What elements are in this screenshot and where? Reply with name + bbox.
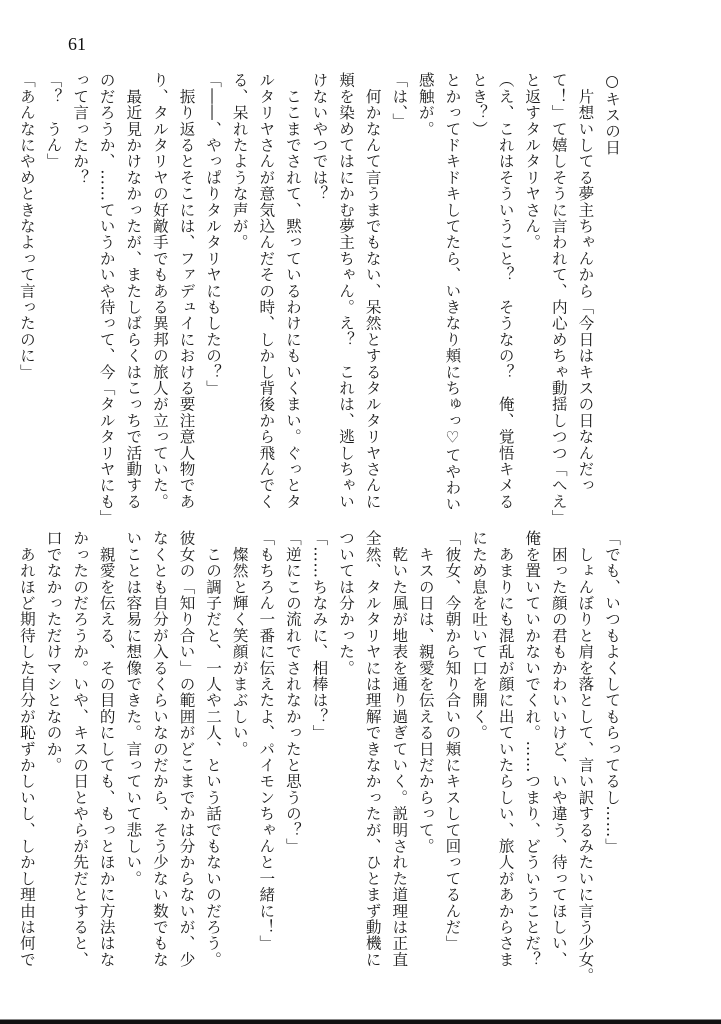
text-line: 口でなかっただけマシとなのか。 [44,530,63,773]
text-line: 振り返るとそこには、ファデュイにおける要注意人物であ [177,72,196,510]
text-line: かったのだろうか。いや、キスの日とやらが先だとすると、 [71,530,90,968]
text-line: ルタリヤさんが意気込んだその時、しかし背後から飛んでく [257,72,276,510]
text-line: 片想いしてる夢主ちゃんから「今日はキスの日なんだっ [576,72,595,494]
text-line: 乾いた風が地表を通り過ぎていく。説明された道理は正直 [390,530,409,968]
page-bottom-rule [0,1019,721,1024]
text-line: 「――、やっぱりタルタリヤにもしたの？」 [204,72,223,396]
text-line: 俺を置いていかないでくれ。……つまり、どういうことだ？ [523,530,542,968]
text-block-bottom [13,530,625,984]
text-line: 感触が。 [416,72,435,137]
text-line: あれほど期待した自分が恥ずかしいし、しかし理由は何で [17,530,36,968]
text-line: にため息を吐いて口を開く。 [470,530,489,741]
text-line: 「逆にこの流れでされなかったと思うの？」 [283,530,302,854]
text-line: 「は、」 [390,72,409,129]
text-line: ○キスの日 [603,72,621,156]
text-line: って言ったか？ [71,72,90,186]
text-line: あまりにも混乱が顔に出ていたらしい、旅人があからさま [496,530,515,968]
text-line: り、タルタリヤの好敵手でもある異邦の旅人が立っていた。 [150,72,169,510]
text-line: とかってドキドキしてたら、いきなり頬にちゅっ♡てやわい [443,72,462,512]
text-line: 燦然と輝く笑顔がまぶしい。 [230,530,249,757]
text-line: 「もちろん一番に伝えたよ、パイモンちゃんと一緒に！」 [257,530,276,952]
text-line: 「彼女、今朝から知り合いの頬にキスして回ってるんだ」 [443,530,462,952]
text-line: しょんぼりと肩を落として、言い訳するみたいに言う少女。 [576,530,595,984]
text-line: ついては分かった。 [337,530,356,676]
text-line: と返すタルタリヤさん。 [523,72,542,251]
text-line: 「……ちなみに、相棒は？」 [310,530,329,741]
text-line: とき？） [470,72,489,137]
text-line: て！」て嬉しそうに言われて、内心めちゃ動揺しつつ「へえ」 [549,72,568,526]
text-line: キスの日は、親愛を伝える日だからって。 [416,530,435,854]
text-line: ここまでされて、黙っているわけにもいくまい。ぐっとタ [283,72,302,510]
text-line: る、呆れたような声が。 [230,72,249,251]
text-line: 頬を染めてはにかむ夢主ちゃん。え？ これは、逃しちゃい [337,72,356,510]
text-line: 「？ うん」 [44,72,63,170]
text-block-top [13,72,625,526]
text-line: 彼女の「知り合い」の範囲がどこまでかは分からないが、少 [177,530,196,968]
text-line: 何かなんて言うまでもない、呆然とするタルタリヤさんに [363,72,382,510]
text-line: いことは容易に想像できた。言っていて悲しい。 [124,530,143,887]
text-line: 最近見かけなかったが、またしばらくはこっちで活動する [124,72,143,510]
text-line: なくとも自分が入るくらいなのだから、そう少ない数でもな [150,530,169,968]
text-line: のだろうか、……ていうかいや待って、今「タルタリヤにも」 [97,72,116,526]
text-line: この調子だと、一人や二人、という話でもないのだろう。 [204,530,223,968]
text-line: 親愛を伝える、その目的にしても、もっとほかに方法はな [97,530,116,968]
text-line: （え、これはそういうこと？ そうなの？ 俺、覚悟キメる [496,72,515,510]
text-line: 全然、タルタリヤには理解できなかったが、ひとまず動機に [363,530,382,968]
page-number: 61 [68,34,86,54]
text-line: 「でも、いつもよくしてもらってるし……」 [603,530,621,854]
text-line: けないやつでは？ [310,72,329,202]
text-line: 困った顔の君もかわいいけど、いや違う、待ってほしい、 [549,530,568,968]
text-line: 「あんなにやめときなよって言ったのに」 [17,72,36,380]
